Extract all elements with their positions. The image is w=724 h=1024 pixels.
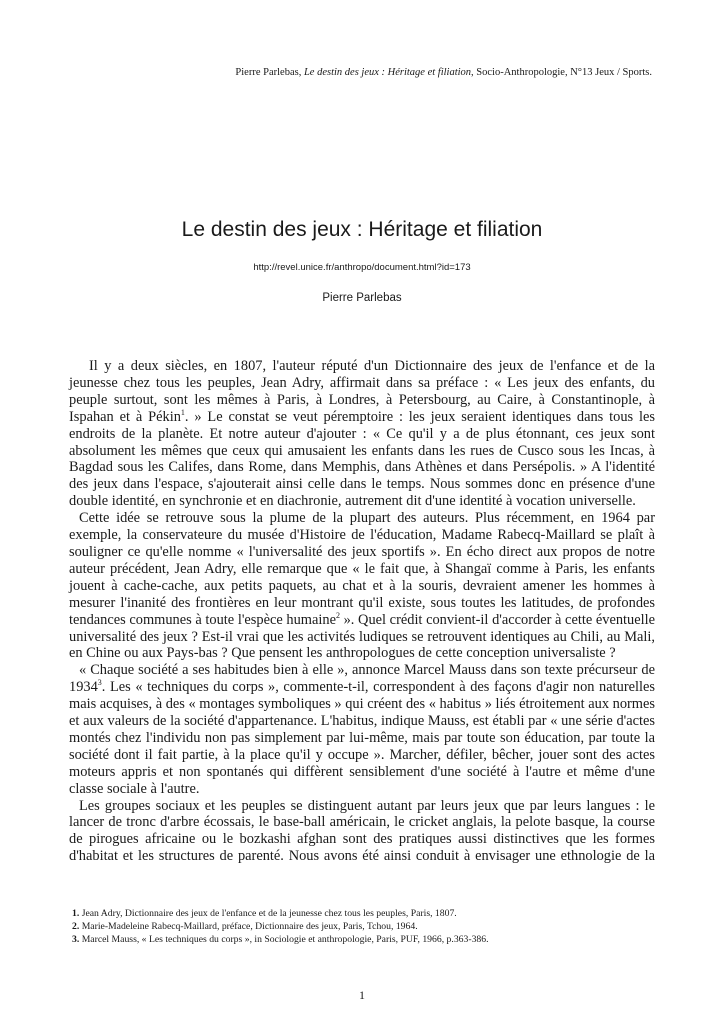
paragraph-3-text-a: « Chaque société a ses habitudes bien à elle », annonce Marcel Mauss dans son texte précurseur de 1934 [69,662,655,696]
footnotes [72,907,672,946]
article-author: Pierre Parlebas [322,292,402,304]
paragraph-2-text-b: ». Quel crédit convient-il d'accorder à cette éventuelle universalité des jeux ? Est-il vrai que les activités ludiques se retrouvent identiques au Chili, au Mali, en Chine ou aux Pays-bas ? Que pensent les anthropologues de cette conception universaliste ? [69,611,655,662]
footnote-text: Jean Adry, Dictionnaire des jeux de l'enfance et de la jeunesse chez tous les peuples, Paris, 1807. [79,908,457,919]
footnote-1 [72,907,672,920]
footnote-ref-3: 3 [97,678,102,688]
footnote-ref-1: 1 [180,407,185,417]
footnote-text: Marcel Mauss, « Les techniques du corps », in Sociologie et anthropologie, Paris, PUF, 1966, p.363-386. [79,934,489,945]
footnote-3 [72,933,672,946]
header-journal: , Socio-Anthropologie, N°13 Jeux / Sports. [471,67,652,78]
paragraph-1 [69,358,655,510]
paragraph-3 [69,662,655,797]
paragraph-2 [69,510,655,662]
paragraph-1-text-a: Il y a deux siècles, en 1807, l'auteur réputé d'un Dictionnaire des jeux de l'enfance et de la jeunesse chez tous les peuples, Jean Adry, affirmait dans sa préface : « Les jeux des enfants, du peuple surtout, sont les mêmes à Paris, à Londres, à Petersbourg, au Caire, à Constantinople, à Ispahan et à Pékin [69,358,655,425]
body-text [69,358,655,865]
footnote-2 [72,920,672,933]
paragraph-4: Les groupes sociaux et les peuples se distinguent autant par leurs jeux que par leurs langues : le lancer de tronc d'arbre écossais, le base-ball américain, le cricket anglais, la pelote basque, la course de pirogues africaine ou le bozkashi afghan sont des pratiques aussi distinctives que les formes d'habitat et les structures de parenté. Nous avons été ainsi conduit à envisager une ethnologie de la [69,797,655,865]
footnote-ref-2: 2 [335,610,340,620]
footnote-number: 3. [72,934,80,945]
paragraph-3-text-b: . Les « techniques du corps », commente-t-il, correspondent à des façons d'agir non naturelles mais acquises, à des « montages symboliques » qui créent des « habitus » liés étroitement aux normes et aux valeurs de la société d'appartenance. L'habitus, indique Mauss, est établi par « une série d'actes montés chez l'individu non pas simplement par lui-même, mais par toute son éducation, par toute la société dont il fait partie, à la place qu'il y occupe ». Marcher, défiler, bêcher, jouer sont des actes moteurs appris et non spontanés qui diffèrent sensiblement d'une société à l'autre et même d'une classe sociale à l'autre. [69,679,655,797]
running-header [235,67,652,78]
header-title: Le destin des jeux : Héritage et filiation [303,67,472,78]
article-title: Le destin des jeux : Héritage et filiation [181,218,543,241]
footnote-number: 2. [72,921,80,932]
footnote-number: 1. [72,908,80,919]
page-number: 1 [359,988,365,1002]
header-author: Pierre Parlebas, [235,67,302,78]
paragraph-2-text-a: Cette idée se retrouve sous la plume de la plupart des auteurs. Plus récemment, en 1964 par exemple, la conservateure du musée d'Histoire de l'éducation, Madame Rabecq-Maillard se plaît à souligner ce qu'elle nomme « l'universalité des jeux sportifs ». En écho direct aux propos de notre auteur précédent, Jean Adry, elle remarque que « le fait que, à Shangaï comme à Paris, les enfants jouent à cache-cache, aux petits paquets, au chat et à la souris, devraient amener les hommes à mesurer l'inanité des frontières en leur montrant qu'il existe, sous toutes les latitudes, de profondes tendances communes à toute l'espèce humaine [69,510,655,628]
paragraph-1-text-b: . » Le constat se veut péremptoire : les jeux seraient identiques dans tous les endroits de la planète. Et notre auteur d'ajouter : « Ce qu'il y a de plus étonnant, ces jeux sont absolument les mêmes que ceux qui amusaient les enfants dans les rues de Cusco sous les Incas, à Bagdad sous les Califes, dans Rome, dans Memphis, dans Athènes et dans Persépolis. » A l'identité des jeux dans l'espace, s'ajouterait ainsi celle dans le temps. Nous sommes donc en présence d'une double identité, en synchronie et en diachronie, autrement dit d'une identité à vocation universelle. [69,408,655,510]
footnote-text: Marie-Madeleine Rabecq-Maillard, préface, Dictionnaire des jeux, Paris, Tchou, 1964. [79,921,418,932]
article-url: http://revel.unice.fr/anthropo/document.html?id=173 [253,262,471,273]
